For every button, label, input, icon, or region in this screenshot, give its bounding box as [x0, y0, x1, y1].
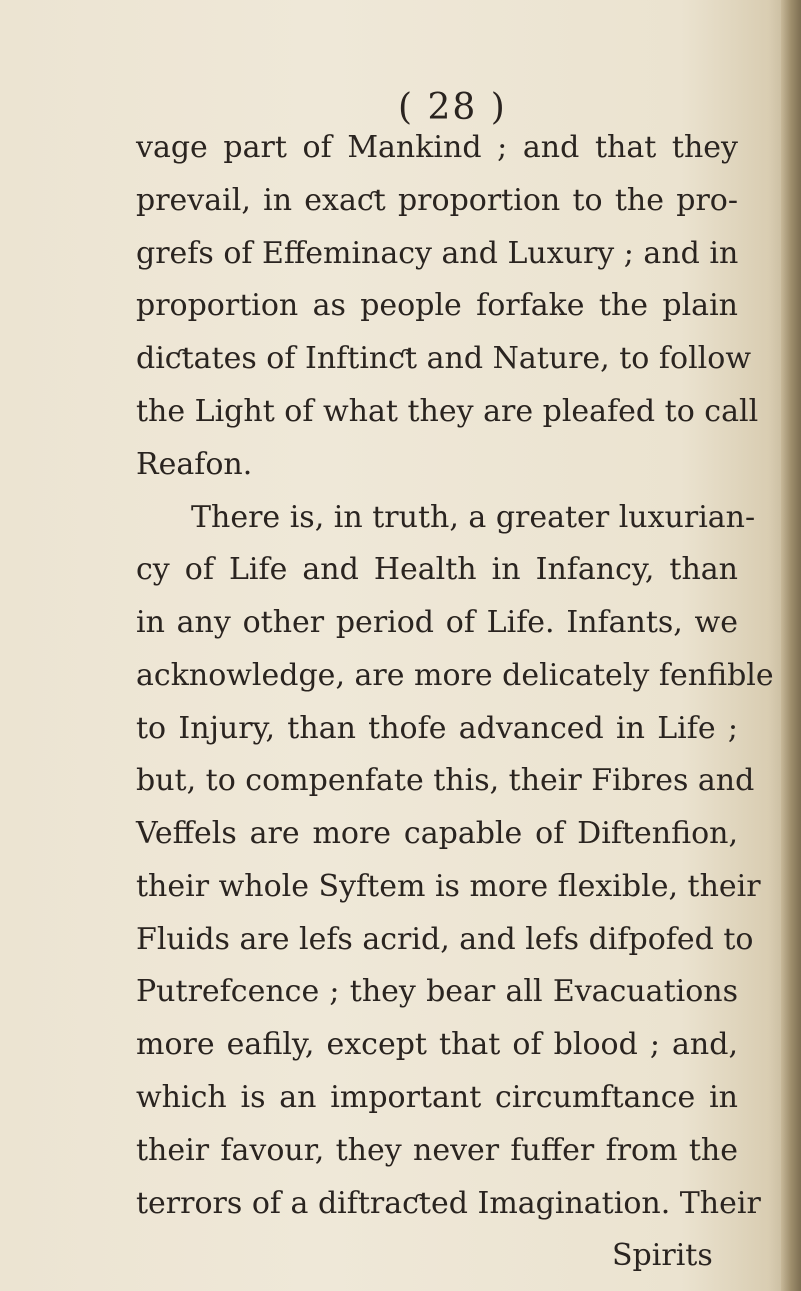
text-line: Veffels are more capable of Diftenfion, — [136, 816, 738, 851]
text-line: diƈtates of Inftinƈt and Nature, to follow — [136, 341, 751, 376]
text-line: Fluids are lefs acrid, and lefs difpofed to — [136, 922, 754, 957]
binding-edge — [781, 0, 801, 1291]
text-line: grefs of Effeminacy and Luxury ; and in — [136, 236, 739, 271]
text-line: to Injury, than thofe advanced in Life ; — [136, 711, 738, 746]
paragraph-start-line: There is, in truth, a greater luxurian- — [191, 500, 756, 535]
page-number: ( 28 ) — [398, 87, 507, 128]
text-line: Putrefcence ; they bear all Evacuations — [136, 974, 738, 1009]
text-line: which is an important circumftance in — [136, 1080, 738, 1115]
text-line: more eafily, except that of blood ; and, — [136, 1027, 738, 1062]
text-line: but, to compenfate this, their Fibres and — [136, 763, 755, 798]
text-line: vage part of Mankind ; and that they — [136, 130, 738, 165]
text-line: Reafon. — [136, 447, 253, 482]
text-line: in any other period of Life. Infants, we — [136, 605, 738, 640]
text-line: cy of Life and Health in Infancy, than — [136, 552, 738, 587]
text-line: the Light of what they are pleafed to call — [136, 394, 759, 429]
text-line: their whole Syftem is more flexible, their — [136, 869, 761, 904]
text-line: terrors of a diftraƈted Imagination. Their — [136, 1186, 761, 1221]
catchword: Spirits — [612, 1238, 713, 1273]
text-line: prevail, in exaƈt proportion to the pro- — [136, 183, 738, 218]
text-line: proportion as people forfake the plain — [136, 288, 738, 323]
text-line: acknowledge, are more delicately fenfible — [136, 658, 774, 693]
text-line: their favour, they never fuffer from the — [136, 1133, 738, 1168]
